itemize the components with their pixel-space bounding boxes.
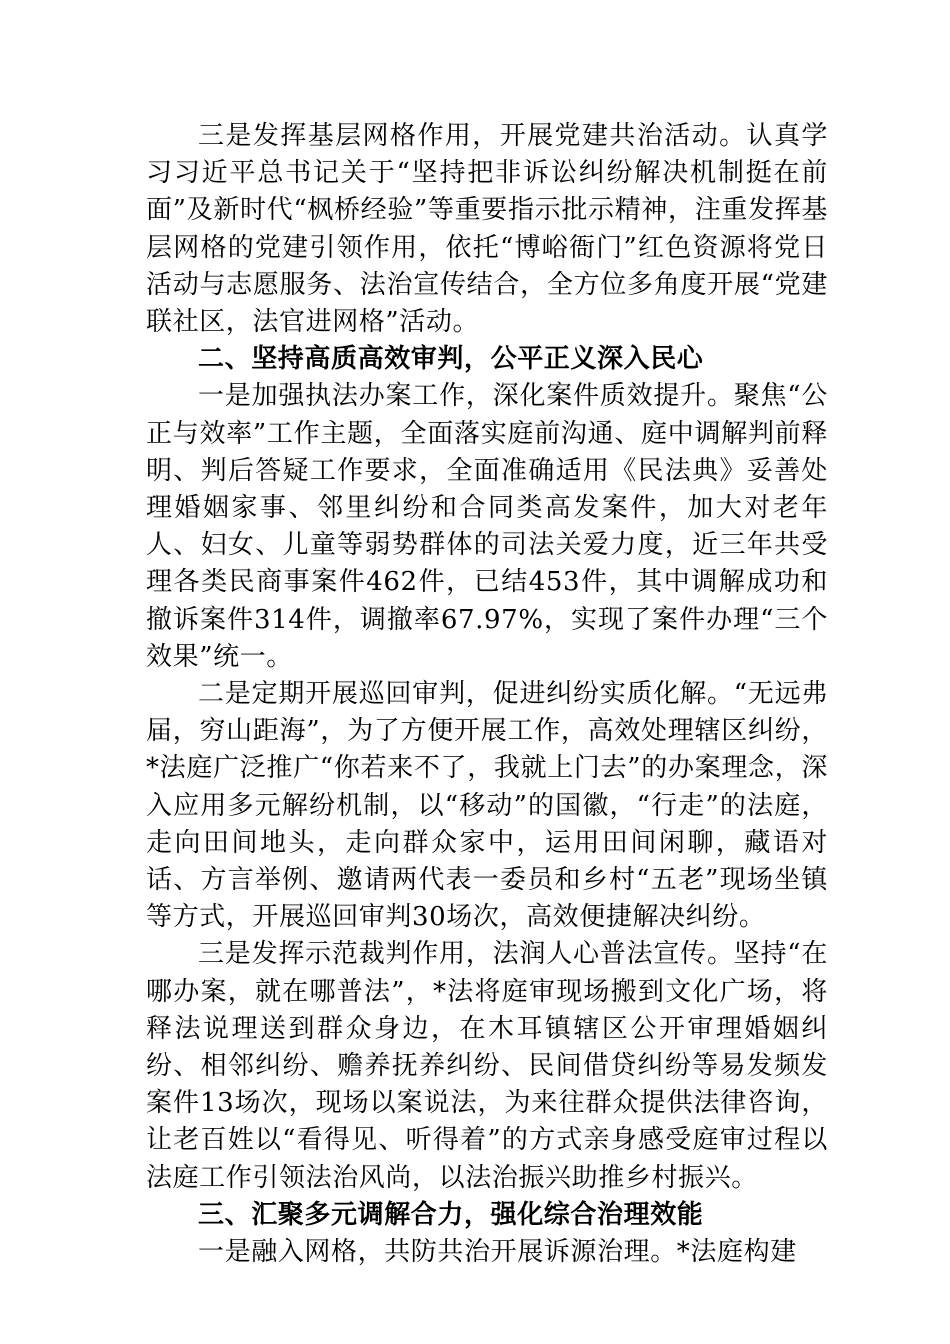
- section-heading-3: 三、汇聚多元调解合力，强化综合治理效能: [198, 1199, 704, 1230]
- section-heading-2: 二、坚持高质高效审判，公平正义深入民心: [198, 344, 704, 375]
- document-body: [146, 118, 828, 1271]
- paragraph-circuit-trial: 二是定期开展巡回审判，促进纠纷实质化解。“无远弗届，穷山距海”，为了方便开展工作，高效处理辖区纠纷，*法庭广泛推广“你若来不了，我就上门去”的办案理念，深入应用多元解纷机制，以“移动”的国徽，“行走”的法庭，走向田间地头，走向群众家中，运用田间闲聊，藏语对话、方言举例、邀请两代表一委员和乡村“五老”现场坐镇等方式，开展巡回审判30场次，高效便捷解决纠纷。: [146, 679, 828, 933]
- paragraph-case-handling: 一是加强执法办案工作，深化案件质效提升。聚焦“公正与效率”工作主题，全面落实庭前沟通、庭中调解判前释明、判后答疑工作要求，全面准确适用《民法典》妥善处理婚姻家事、邻里纠纷和合同类高发案件，加大对老年人、妇女、儿童等弱势群体的司法关爱力度，近三年共受理各类民商事案件462件，已结453件，其中调解成功和撤诉案件314件，调撤率67.97%，实现了案件办理“三个效果”统一。: [146, 381, 828, 672]
- paragraph-party-building-grid: 三是发挥基层网格作用，开展党建共治活动。认真学习习近平总书记关于“坚持把非诉讼纠纷解决机制挺在前面”及新时代“枫桥经验”等重要指示批示精神，注重发挥基层网格的党建引领作用，依托“博峪衙门”红色资源将党日活动与志愿服务、法治宣传结合，全方位多角度开展“党建联社区，法官进网格”活动。: [146, 121, 828, 338]
- paragraph-grid-integration: 一是融入网格，共防共治开展诉源治理。*法庭构建: [198, 1237, 797, 1268]
- paragraph-model-judgment: 三是发挥示范裁判作用，法润人心普法宣传。坚持“在哪办案，就在哪普法”，*法将庭审现场搬到文化广场，将释法说理送到群众身边，在木耳镇辖区公开审理婚姻纠纷、相邻纠纷、赡养抚养纠纷、民间借贷纠纷等易发频发案件13场次，现场以案说法，为来往群众提供法律咨询，让老百姓以“看得见、听得着”的方式亲身感受庭审过程以法庭工作引领法治风尚，以法治振兴助推乡村振兴。: [146, 939, 828, 1193]
